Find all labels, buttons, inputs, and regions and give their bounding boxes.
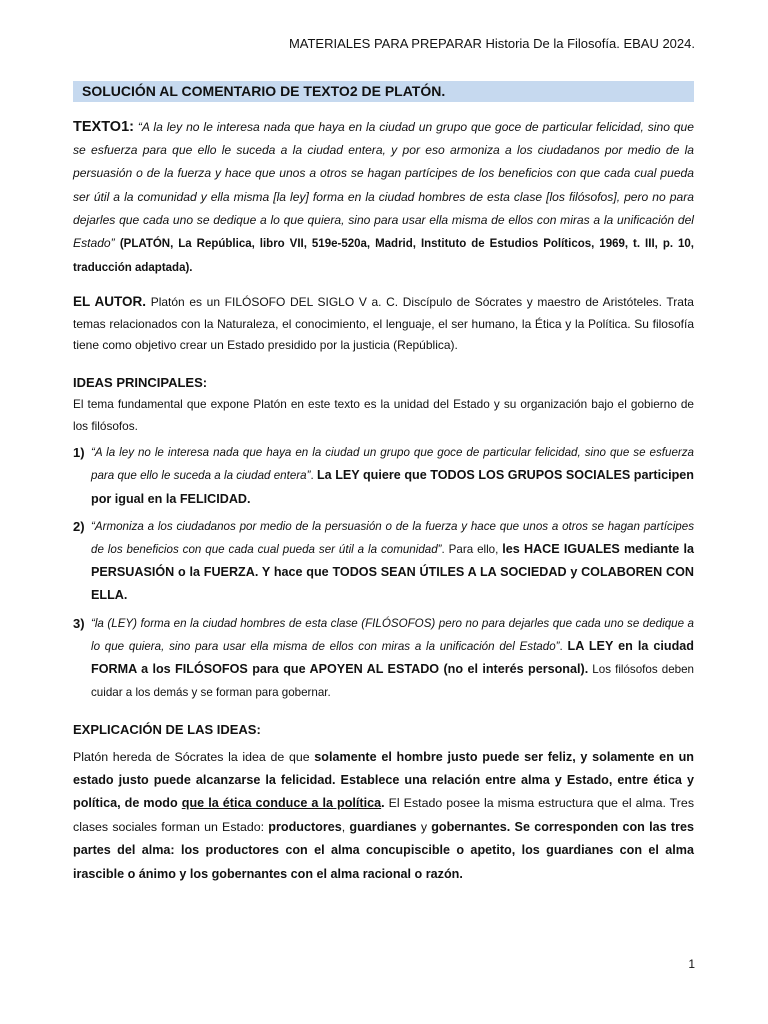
explicacion-text: y [416,819,432,834]
texto-paragraph [73,116,694,280]
texto-label: TEXTO1: [73,119,134,135]
autor-label: EL AUTOR. [73,294,147,310]
ideas-list [73,441,694,704]
idea-tail: Los filósofos deben cuidar a los demás y se forman para gobernar. [91,662,694,700]
explicacion-underlined: que la ética conduce a la política [181,796,382,811]
idea-connector: . [310,469,317,483]
idea-connector: . [559,639,568,653]
page-header: MATERIALES PARA PREPARAR Historia De la Filosofía. EBAU 2024. [288,36,695,51]
idea-item [73,441,694,511]
idea-quote: “A la ley no le interesa nada que haya en la ciudad un grupo que goce de particular felicidad, sino que se esfuerza para que ello le suceda a la ciudad entera” [91,446,694,483]
explicacion-bold: gobernantes. Se corresponden con las tres partes del alma: los productores con el alma concupiscible o apetito, los guardianes con el alma irascible o ánimo y los gobernantes con el alma racional o razón. [73,819,694,881]
page-number: 1 [688,957,695,971]
idea-number: 1) [73,445,85,461]
ideas-intro: El tema fundamental que expone Platón en este texto es la unidad del Estado y su organización bajo el gobierno de los filósofos. [73,397,694,433]
idea-number: 2) [73,518,85,534]
explicacion-bold: productores [268,819,342,834]
explicacion-text: Platón hereda de Sócrates la idea de que [73,749,315,764]
idea-connector: . Para ello, [441,542,503,556]
autor-text: Platón es un FILÓSOFO DEL SIGLO V a. C. Discípulo de Sócrates y maestro de Aristóteles. Trata temas relacionados con la Naturaleza, el conocimiento, el lenguaje, el ser humano, la Ética y la Política. Su filosofía tiene como objetivo crear un Estado presidido por la justicia (República). [73,295,694,353]
explicacion-bold: . [381,796,385,811]
idea-quote: “la (LEY) forma en la ciudad hombres de esta clase (FILÓSOFOS) pero no para dejarles que cada uno se dedique a lo que quiera, sino para usar ella misma de ellos con miras a la unificación del Estado” [91,616,694,653]
idea-item [73,515,694,608]
explicacion-paragraph [73,746,694,886]
explicacion-bold: solamente el hombre justo puede ser feliz, y solamente en un estado justo puede alcanzarse la felicidad. Establece una relación entre alma y Estado, entre ética y política, de modo [73,749,694,811]
texto-quote: “A la ley no le interesa nada que haya en la ciudad un grupo que goce de particular felicidad, sino que se esfuerza para que ello le suceda a la ciudad entera, y por eso armoniza a los ciudadanos por medio de la persuasión o de la fuerza y hace que unos a otros se hagan partícipes de los beneficios con que cada cual pueda ser útil a la comunidad y ella misma [la ley] forma en la ciudad hombres de esta clase [los filósofos], pero no para dejarles que cada uno se dedique a lo que quiera, sino para usar ella misma de ellos con miras a la unificación del Estado” [73,120,694,251]
ideas-heading: IDEAS PRINCIPALES: [73,374,208,390]
idea-quote: “Armoniza a los ciudadanos por medio de la persuasión o de la fuerza y hace que unos a otros se hagan partícipes de los beneficios con que cada cual pueda ser útil a la comunidad” [91,519,694,556]
idea-summary: les HACE IGUALES mediante la PERSUASIÓN o la FUERZA. Y hace que TODOS SEAN ÚTILES A LA SOCIEDAD y COLABOREN CON ELLA. [91,541,694,603]
idea-summary: LA LEY en la ciudad FORMA a los FILÓSOFOS para que APOYEN AL ESTADO (no el interés personal). [91,638,694,676]
texto-reference: (PLATÓN, La República, libro VII, 519e-520a, Madrid, Instituto de Estudios Políticos, 1969, t. III, p. 10, traducción adaptada). [73,238,694,275]
explicacion-heading: EXPLICACIÓN DE LAS IDEAS: [73,722,261,738]
section-title: SOLUCIÓN AL COMENTARIO DE TEXTO2 DE PLATÓN. [73,81,694,102]
explicacion-text: , [341,819,350,834]
autor-paragraph [73,291,694,357]
idea-summary: La LEY quiere que TODOS LOS GRUPOS SOCIALES participen por igual en la FELICIDAD. [91,468,694,506]
explicacion-text: El Estado posee la misma estructura que el alma. Tres clases sociales forman un Estado: [73,796,695,834]
idea-item [73,612,694,705]
explicacion-bold: guardianes [349,819,417,834]
idea-number: 3) [73,615,85,631]
document-body [73,116,694,886]
